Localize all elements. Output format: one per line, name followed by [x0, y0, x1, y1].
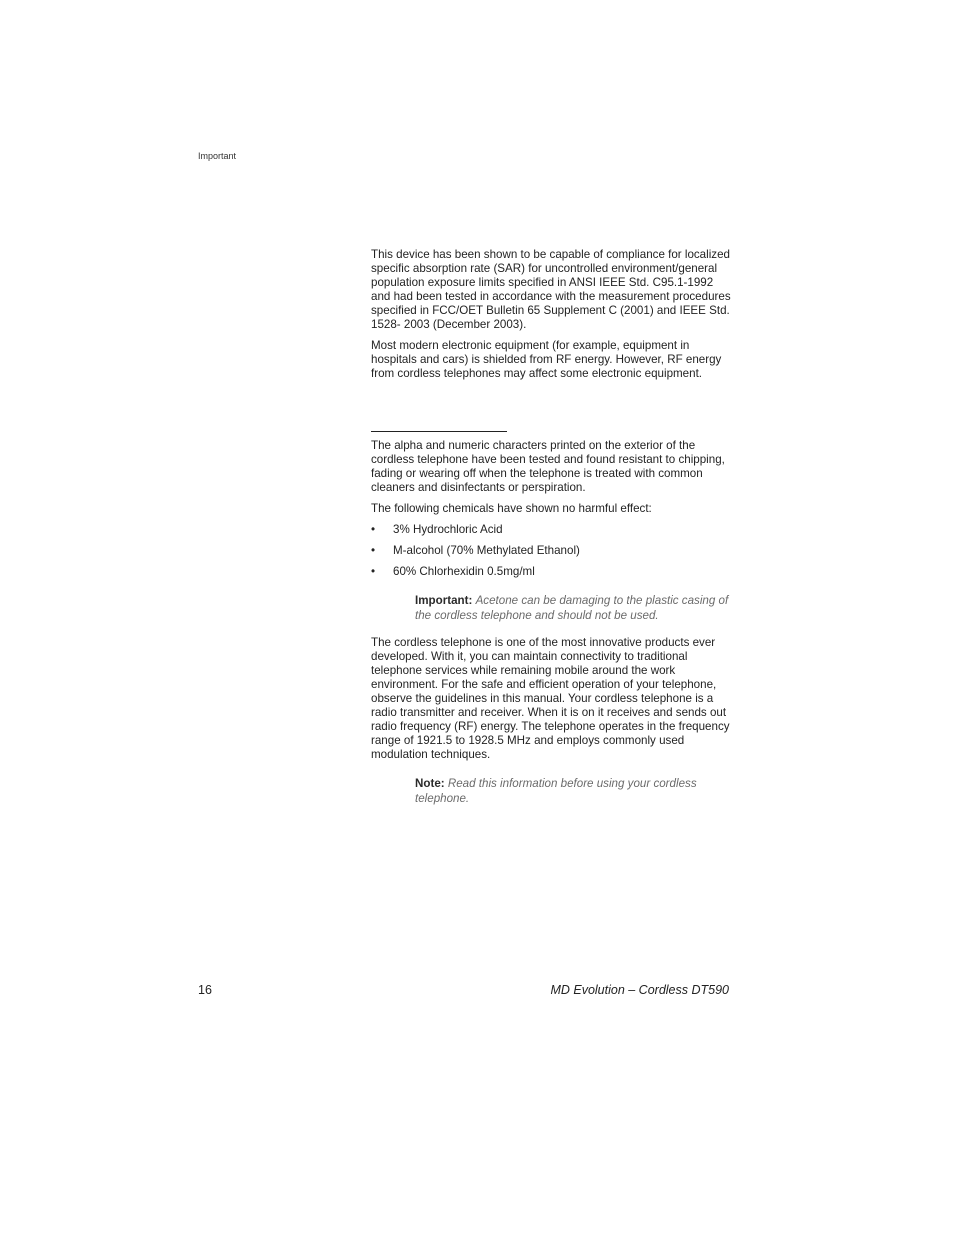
page-number: 16: [198, 983, 212, 997]
footer-document-title: MD Evolution – Cordless DT590: [550, 983, 729, 997]
body-paragraph: This device has been shown to be capable of compliance for localized specific absorption rate (SAR) for uncontrolled environment/general population exposure limits specified in ANSI IEEE Std. C95.1-1992 and had been tested in accordance with the measurement procedures specified in FCC/OET Bulletin 65 Supplement C (2001) and IEEE Std. 1528- 2003 (December 2003).: [371, 248, 731, 331]
bullet-icon: •: [371, 565, 376, 578]
bullet-icon: •: [371, 544, 376, 557]
callout-lead: Important:: [415, 594, 473, 607]
section-introduction: [371, 636, 733, 806]
callout-text: Acetone can be damaging to the plastic casing of the cordless telephone and should not be used.: [415, 594, 729, 622]
list-item: [371, 523, 733, 537]
body-paragraph: The alpha and numeric characters printed on the exterior of the cordless telephone have been tested and found resistant to chipping, fading or wearing off when the telephone is treated with common cleaners and disinfectants or perspiration.: [371, 439, 725, 494]
list-item-text: 3% Hydrochloric Acid: [393, 523, 503, 536]
list-item-text: 60% Chlorhexidin 0.5mg/ml: [393, 565, 535, 578]
section-cleaning: [371, 439, 733, 623]
important-callout: [415, 593, 733, 623]
running-header: Important: [198, 151, 237, 161]
list-item: [371, 544, 733, 558]
body-paragraph: The cordless telephone is one of the most innovative products ever developed. With it, you can maintain connectivity to traditional telephone services while remaining mobile around the work environment. For the safe and efficient operation of your telephone, observe the guidelines in this manual. Your cordless telephone is a radio transmitter and receiver. When it is on it receives and sends out radio frequency (RF) energy. The telephone operates in the frequency range of 1921.5 to 1928.5 MHz and employs commonly used modulation techniques.: [371, 636, 730, 761]
callout-lead: Note:: [415, 777, 445, 790]
body-paragraph: The following chemicals have shown no harmful effect:: [371, 502, 652, 515]
list-item: [371, 565, 733, 579]
body-paragraph: Most modern electronic equipment (for example, equipment in hospitals and cars) is shielded from RF energy. However, RF energy from cordless telephones may affect some electronic equipment.: [371, 339, 722, 380]
note-callout: [415, 776, 733, 806]
chemicals-list: [371, 523, 733, 579]
section-divider: [371, 431, 507, 432]
callout-text: Read this information before using your cordless telephone.: [415, 777, 697, 805]
section-sar-compliance: [371, 248, 733, 381]
list-item-text: M-alcohol (70% Methylated Ethanol): [393, 544, 580, 557]
bullet-icon: •: [371, 523, 376, 536]
